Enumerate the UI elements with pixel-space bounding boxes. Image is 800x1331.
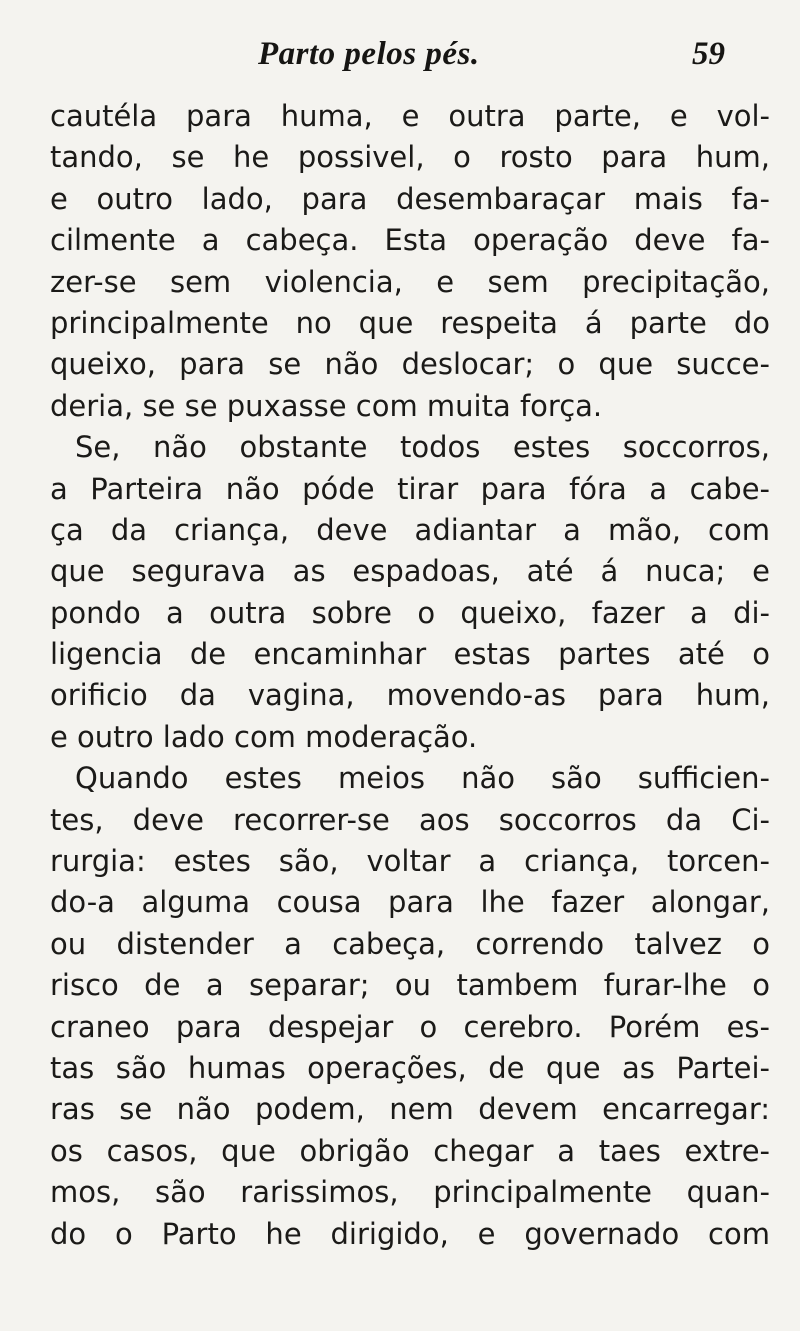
text-line: craneo para despejar o cerebro. Porém es- <box>50 1009 770 1044</box>
text-line: orificio da vagina, movendo-as para hum, <box>50 678 770 713</box>
text-line: principalmente no que respeita á parte do <box>50 305 770 340</box>
text-line: que segurava as espadoas, até á nuca; e <box>50 554 770 589</box>
text-line: do-a alguma cousa para lhe fazer alongar, <box>50 885 770 920</box>
page-number: 59 <box>692 36 725 72</box>
text-line: e outro lado com moderação. <box>50 719 478 754</box>
text-line: queixo, para se não deslocar; o que succe- <box>50 347 770 382</box>
text-line: ligencia de encaminhar estas partes até o <box>50 637 770 672</box>
text-line: mos, são rarissimos, principalmente quan- <box>50 1175 770 1210</box>
text-line: tando, se he possivel, o rosto para hum, <box>50 140 770 175</box>
body-text <box>50 96 770 1255</box>
text-line: Quando estes meios não são sufficien- <box>75 761 770 796</box>
text-line: cautéla para huma, e outra parte, e vol- <box>50 99 770 133</box>
text-line: do o Parto he dirigido, e governado com <box>50 1216 770 1251</box>
text-line: rurgia: estes são, voltar a criança, torcen- <box>50 844 770 879</box>
text-line: ras se não podem, nem devem encarregar: <box>50 1092 770 1127</box>
text-line: Se, não obstante todos estes soccorros, <box>75 430 770 465</box>
running-head: Parto pelos pés. <box>258 36 480 72</box>
text-line: cilmente a cabeça. Esta operação deve fa- <box>50 223 770 258</box>
text-line: os casos, que obrigão chegar a taes extre- <box>50 1133 770 1168</box>
text-line: a Parteira não póde tirar para fóra a cabe- <box>50 471 770 506</box>
text-line: pondo a outra sobre o queixo, fazer a di- <box>50 595 770 630</box>
text-line: risco de a separar; ou tambem furar-lhe o <box>50 968 770 1003</box>
text-line: deria, se se puxasse com muita força. <box>50 388 603 423</box>
text-line: ça da criança, deve adiantar a mão, com <box>50 512 770 547</box>
text-line: tes, deve recorrer-se aos soccorros da Ci- <box>50 802 770 837</box>
text-line: e outro lado, para desembaraçar mais fa- <box>50 181 770 216</box>
text-line: tas são humas operações, de que as Partei- <box>50 1050 770 1085</box>
text-line: ou distender a cabeça, correndo talvez o <box>50 926 770 961</box>
text-line: zer-se sem violencia, e sem precipitação, <box>50 264 770 299</box>
page-header <box>0 36 800 80</box>
